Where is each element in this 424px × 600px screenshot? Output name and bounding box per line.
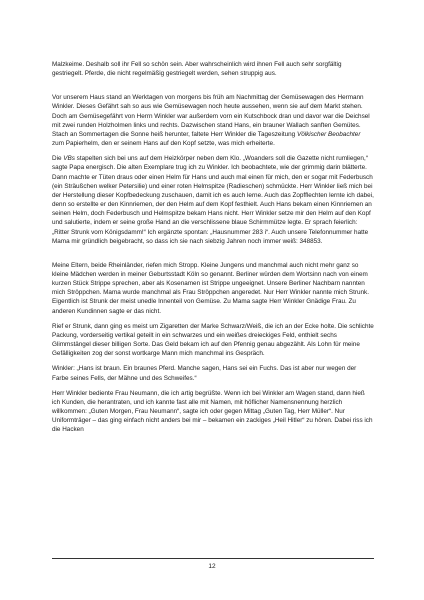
footer-divider [52,558,374,559]
newspaper-title: Völkischer Beobachter [296,130,361,138]
paragraph-4 [52,261,374,316]
paragraph-3 [52,154,374,246]
paragraph-6 [52,364,374,382]
text-run: Malzkeime. Deshalb soll ihr Fell so schön sein. Aber wahrscheinlich wird ihnen Fell auch sehr sorgfältig gestriegelt. Pferde, die nicht regelmäßig gestriegelt werden, sehen struppig aus. [52,61,342,78]
text-run: zum Papierhelm, den er seinem Hans auf den Kopf setzte, was mich erheiterte. [52,140,275,148]
text-run: Herr Winkler bediente Frau Neumann, die ich artig begrüßte. Wenn ich bei Winkler am Wagen stand, dann hieß ich Kunden, die herantraten, und ich kannte fast alle mit Namen, mit höflicher Namensnennung herzlich willkommen: „Guten Morgen, Frau Neumann“, sagte ich oder gegen Mittag „Guten Tag, Herr Müller“. Nur Uniformträger – das ging einfach nicht anders bei mir – bekamen ein zackiges „Heil Hitler“ zu hören. Dabei riss ich die Hacken [52,389,373,434]
paragraph-7 [52,389,374,435]
paragraph-2 [52,93,374,148]
page-number: 12 [208,563,216,570]
text-run: Winkler: „Hans ist braun. Ein braunes Pferd. Manche sagen, Hans sei ein Fuchs. Das ist aber nur wegen der Farbe seines Fells, der Mähne und des Schweifes.“ [52,365,357,382]
newspaper-abbrev: VBs [63,155,75,163]
text-run: Rief er Strunk, dann ging es meist um Zigaretten der Marke Schwarz/Weiß, die ich an der Ecke holte. Die schlichte Packung, vorderseitig vertikal geteilt in ein schwarzes und ein weißes dreieckiges Feld, enthielt sechs Glimmstängel dieser billigen Sorte. Das Geld bekam ich auf den Pfennig genau abgezählt. Als Lohn für meine Gefälligkeiten zog der sonst wortkarge Mann mich manchmal ins Gespräch. [52,322,374,358]
paragraph-5 [52,322,374,359]
paragraph-1 [52,60,374,78]
text-run: stapelten sich bei uns auf dem Heizkörper neben dem Klo. „Woanders soll die Gazette nicht rumliegen,“ sagte Papa energisch. Die alten Exemplare trug ich zu Winkler. Ich beobachtete, wie der grimmig darin blätterte. Dann machte er Tüten draus oder einen Helm für Hans und auch mal einen für mich, den er sogar mit Federbusch (ein Sträußchen welker Petersilie) und einer roten Helmspitze (Radieschen) schmückte. Herr Winkler ließ mich bei der Herstellung dieser Kopfbedeckung zuschauen, damit ich es auch lerne. Auch das Zopfflechten lernte ich dabei, denn so erstellte er den Kinnriemen, der den Helm auf dem Kopf festhielt. Auch Hans bekam einen Kinnriemen an seinen Helm, doch Federbusch und Helmspitze bekam Hans nicht. Herr Winkler setze mir den Helm auf den Kopf und salutierte, indem er seine große Hand an die verschlissene blaue Schirmmütze legte. Er sprach feierlich: „Ritter Strunk vom Königsdamm!“ Ich ergänzte spontan: „Hausnummer 283 i“. Auch unsere Telefonnummer hatte Mama mir gründlich beigebracht, so dass ich sie nach siebzig Jahren noch immer weiß: 348853. [52,155,374,245]
document-page [52,60,374,585]
text-run: Die [52,155,64,163]
text-run: Meine Eltern, beide Rheinländer, riefen mich Stropp. Kleine Jungens und manchmal auch nicht mehr ganz so kleine Mädchen werden in meiner Geburtsstadt Köln so genannt. Berliner würden dem Wortsinn nach von einem kurzen Stück Strippe sprechen, aber als Kosenamen ist Strippe ungeeignet. Unsere Berliner Nachbarn nannten mich Ströppchen. Mama wurde manchmal als Frau Ströppchen angeredet. Nur Herr Winkler nannte mich Strunk. Eigentlich ist Strunk der meist unedle Innenteil von Gemüse. Zu Mama sagte Herr Winkler Gnädige Frau. Zu anderen Kundinnen sagte er das nicht. [52,261,369,315]
text-run: Vor unserem Haus stand an Werktagen von morgens bis früh am Nachmittag der Gemüsewagen des Hermann Winkler. Dieses Gefährt sah so aus wie Gemüsewagen noch heute aussehen, wenn sie auf dem Markt stehen. Doch am Gemüsegefährt von Herrn Winkler war außerdem vorn ein Kutschbock dran und davor war die Deichsel mit zwei runden Holzholmen links und rechts. Dazwischen stand Hans, ein brauner Wallach sanften Gemütes. Stach an Sommertagen die Sonne heiß herunter, faltete Herr Winkler die Tageszeitung [52,94,370,138]
